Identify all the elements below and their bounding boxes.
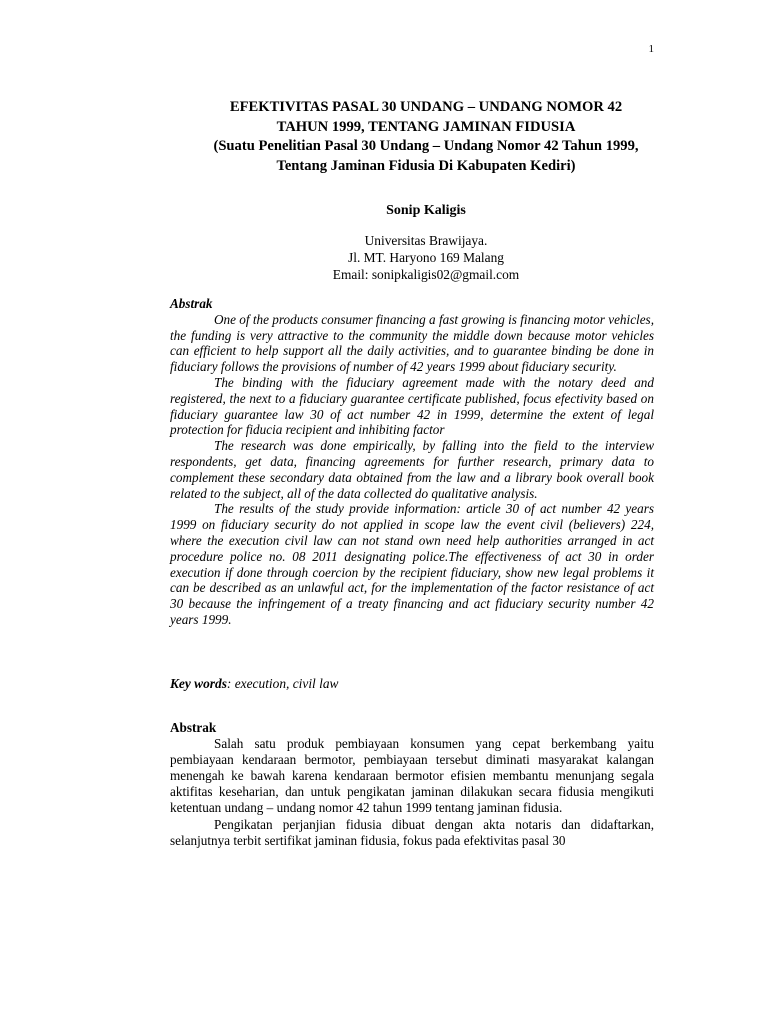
title-line: EFEKTIVITAS PASAL 30 UNDANG – UNDANG NOMOR 42 [229, 99, 623, 115]
page-number: 1 [648, 43, 654, 55]
abstract-paragraph: Salah satu produk pembiayaan konsumen yang cepat berkembang yaitu pembiayaan kendaraan bermotor, pembiayaan tersebut diminati masyarakat kalangan menengah ke bawah karena kendaraan bermotor efisien membantu menunjang segala aktifitas keseharian, dan untuk pengikatan jaminan dilakukan secara fidusia mengikuti ketentuan undang – undang nomor 42 tahun 1999 tentang jaminan fidusia. [170, 736, 654, 816]
abstract-paragraph: Pengikatan perjanjian fidusia dibuat dengan akta notaris dan didaftarkan, selanjutnya terbit sertifikat jaminan fidusia, fokus pada efektivitas pasal 30 [170, 816, 654, 848]
abstract-paragraph: One of the products consumer financing a fast growing is financing motor vehicles, the funding is very attractive to the community the middle down because motor vehicles can efficient to help support all the daily activities, and to guarantee binding be done in fiduciary follows the provisions of number of 42 years 1999 about fiduciary security. [170, 311, 654, 375]
title-line: TAHUN 1999, TENTANG JAMINAN FIDUSIA [276, 118, 576, 135]
subtitle-line: Tentang Jaminan Fidusia Di Kabupaten Kediri) [276, 157, 576, 174]
keywords-value: : execution, civil law [226, 676, 339, 691]
abstract-indonesian [170, 720, 654, 849]
author-name: Sonip Kaligis [386, 203, 466, 218]
keywords [170, 676, 654, 692]
abstract-paragraph: The research was done empirically, by falling into the field to the interview respondents, get data, financing agreements for further research, primary data to complement these secondary data obtained from the law and a library book overall book related to the subject, all of the data collected do qualitative analysis. [170, 438, 654, 501]
paper-title [170, 98, 682, 176]
subtitle-line: (Suatu Penelitian Pasal 30 Undang – Undang Nomor 42 Tahun 1999, [213, 138, 639, 154]
keywords-label: Key words [170, 676, 227, 691]
abstract-paragraph: The binding with the fiduciary agreement made with the notary deed and registered, the next to a fiduciary guarantee certificate published, focus efectivity based on fiduciary guarantee law 30 of act number 42 in 1999, determine the extent of legal protection for fiducia recipient and inhibiting factor [170, 374, 654, 438]
address: Jl. MT. Haryono 169 Malang [348, 250, 504, 265]
institution: Universitas Brawijaya. [364, 233, 488, 248]
abstract-paragraph: The results of the study provide information: article 30 of act number 42 years 1999 on fiduciary security do not applied in scope law the event civil (believers) 224, where the execution civil law can not stand own need help authorities arranged in act procedure police no. 08 2011 designating police.The effectiveness of act 30 in order execution if done through coercion by the recipient fiduciary, show new legal problems it can be described as an unlawful act, for the implementation of the factor resistance of act 30 because the infringement of a treaty financing and act fiduciary security number 42 years 1999. [170, 501, 654, 627]
abstract-heading: Abstrak [170, 296, 213, 311]
abstract-heading: Abstrak [170, 720, 217, 735]
abstract-english [170, 296, 654, 628]
author-affiliation [170, 232, 682, 283]
email: Email: sonipkaligis02@gmail.com [332, 267, 520, 282]
